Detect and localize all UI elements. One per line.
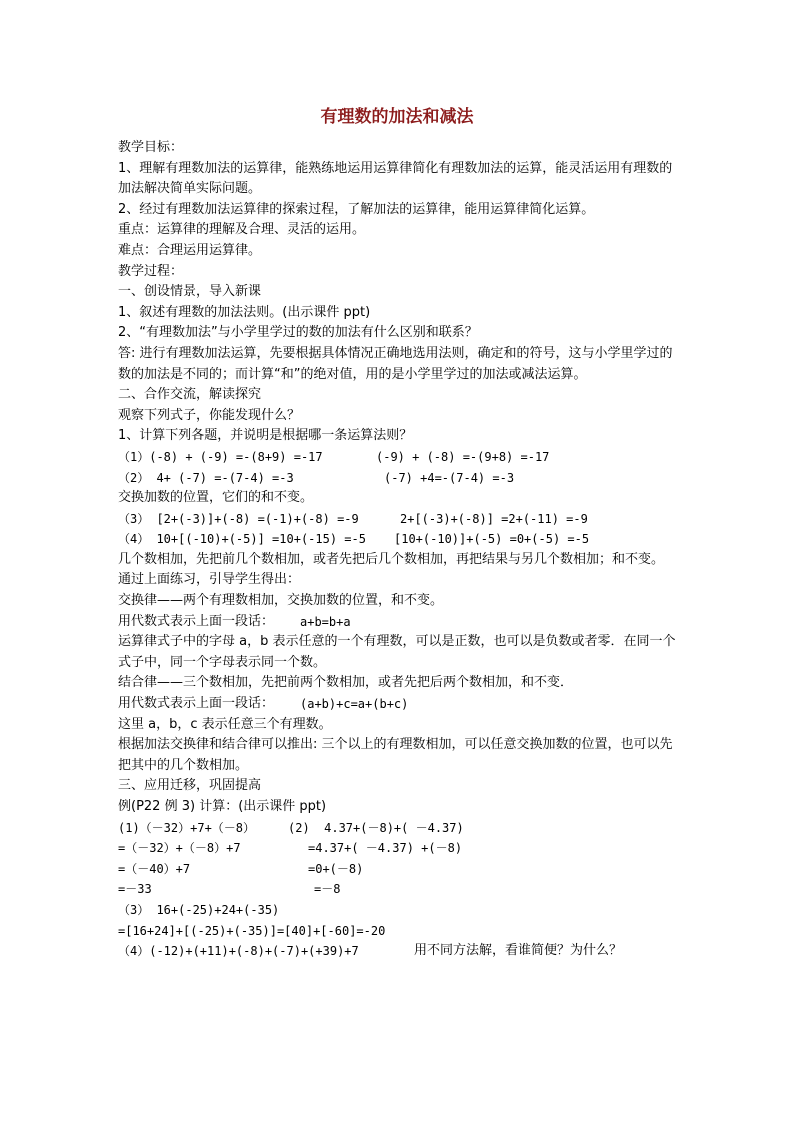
calc-row <box>118 818 680 839</box>
calc-step: =－8 <box>314 882 341 897</box>
text-line: 教学目标： <box>118 140 184 155</box>
text-line: 教学过程： <box>118 263 184 279</box>
document-body <box>118 138 680 962</box>
text-paragraph: 答: 进行有理数加法运算，先要根据具体情况正确地选用法则，确定和的符号，这与小学里学过的数的加法是不同的；而计算“和”的绝对值，用的是小学里学过的加法或减法运算。 <box>118 345 673 382</box>
section-heading: 三、应用迁移，巩固提高 <box>118 778 262 794</box>
text-line: 重点：运算律的理解及合理、灵活的运用。 <box>118 222 366 238</box>
formula-row <box>118 612 680 633</box>
text-line: 用代数式表示上面一段话： <box>118 696 275 712</box>
calc-step: (1)（－32）+7+（－8） <box>118 820 256 835</box>
equation: (-7) +4=-(7-4) =-3 <box>384 470 515 485</box>
text-line: 2、“有理数加法”与小学里学过的数的加法有什么区别和联系？ <box>118 325 478 341</box>
equation: （2） 4+ (-7) =-(7-4) =-3 <box>118 470 294 485</box>
text-paragraph: 几个数相加，先把前几个数相加，或者先把后几个数相加，再把结果与另几个数相加；和不变。 <box>118 551 665 567</box>
text-line: 例(P22 例 3) 计算：(出示课件 ppt) <box>118 799 327 814</box>
text-paragraph: 根据加法交换律和结合律可以推出: 三个以上的有理数相加，可以任意交换加数的位置，也可以先把其中的几个数相加。 <box>118 737 673 773</box>
text-line: 1、计算下列各题，并说明是根据哪一条运算法则？ <box>118 428 413 444</box>
calc-step: （3） 16+(-25)+24+(-35) <box>118 902 280 917</box>
text-line: 这里 a，b，c 表示任意三个有理数。 <box>118 716 332 732</box>
calc-step: =4.37+( －4.37) +(－8) <box>308 841 463 856</box>
formula: (a+b)+c=a+(b+c) <box>300 697 409 712</box>
equation: 2+[(-3)+(-8)] =2+(-11) =-9 <box>400 511 588 526</box>
text-line: 2、经过有理数加法运算律的探索过程，了解加法的运算律，能用运算律简化运算。 <box>118 201 595 217</box>
calc-step: =（－40）+7 <box>118 861 191 876</box>
calc-step: =（－32）+（－8）+7 <box>118 841 241 856</box>
calc-row <box>118 879 680 900</box>
page-title: 有理数的加法和减法 <box>320 107 474 127</box>
equation: [10+(-10)]+(-5) =0+(-5) =-5 <box>394 532 590 547</box>
equation-row <box>118 447 680 468</box>
section-heading: 一、创设情景，导入新课 <box>118 284 262 300</box>
calc-step: =0+(－8) <box>308 861 364 876</box>
text-line: 观察下列式子，你能发现什么？ <box>118 407 301 423</box>
equation-row <box>118 529 680 550</box>
text-line: 结合律——三个数相加，先把前两个数相加，或者先把后两个数相加，和不变． <box>118 675 574 691</box>
text-paragraph: 1、理解有理数加法的运算律，能熟练地运用运算律简化有理数加法的运算，能灵活运用有理数的加法解决简单实际问题。 <box>118 160 673 197</box>
text-line: 难点：合理运用运算律。 <box>118 242 262 258</box>
equation: （3） [2+(-3)]+(-8) =(-1)+(-8) =-9 <box>118 511 359 526</box>
equation: （1）(-8) + (-9) =-(8+9) =-17 <box>118 449 323 464</box>
calc-step: （4）(-12)+(+11)+(-8)+(-7)+(+39)+7 <box>118 944 359 959</box>
section-heading: 二、合作交流，解读探究 <box>118 387 262 403</box>
text-paragraph: 运算律式子中的字母 a，b 表示任意的一个有理数，可以是正数，也可以是负数或者零．在同一个式子中，同一个字母表示同一个数。 <box>118 634 676 670</box>
calc-row <box>118 838 680 859</box>
text-line: 交换加数的位置，它们的和不变。 <box>118 490 314 506</box>
equation-row <box>118 468 680 489</box>
calc-step: =－33 <box>118 882 152 897</box>
formula-row <box>118 694 680 715</box>
formula: a+b=b+a <box>300 614 351 629</box>
text-line: 通过上面练习，引导学生得出： <box>118 572 301 588</box>
calc-step: (2) 4.37+(－8)+( －4.37) <box>288 820 464 835</box>
equation-row <box>118 509 680 530</box>
text-line: 1、叙述有理数的加法法则。(出示课件 ppt) <box>118 304 371 320</box>
text-line: 用不同方法解，看谁简便？为什么？ <box>414 943 623 959</box>
calc-step: =[16+24]+[(-25)+(-35)]=[40]+[-60]=-20 <box>118 923 386 938</box>
text-line: 用代数式表示上面一段话： <box>118 613 275 629</box>
text-line: 交换律——两个有理数相加，交换加数的位置，和不变。 <box>118 593 444 609</box>
calc-row <box>118 941 680 962</box>
equation: （4） 10+[(-10)+(-5)] =10+(-15) =-5 <box>118 532 366 547</box>
calc-row <box>118 859 680 880</box>
equation: (-9) + (-8) =-(9+8) =-17 <box>376 449 550 464</box>
